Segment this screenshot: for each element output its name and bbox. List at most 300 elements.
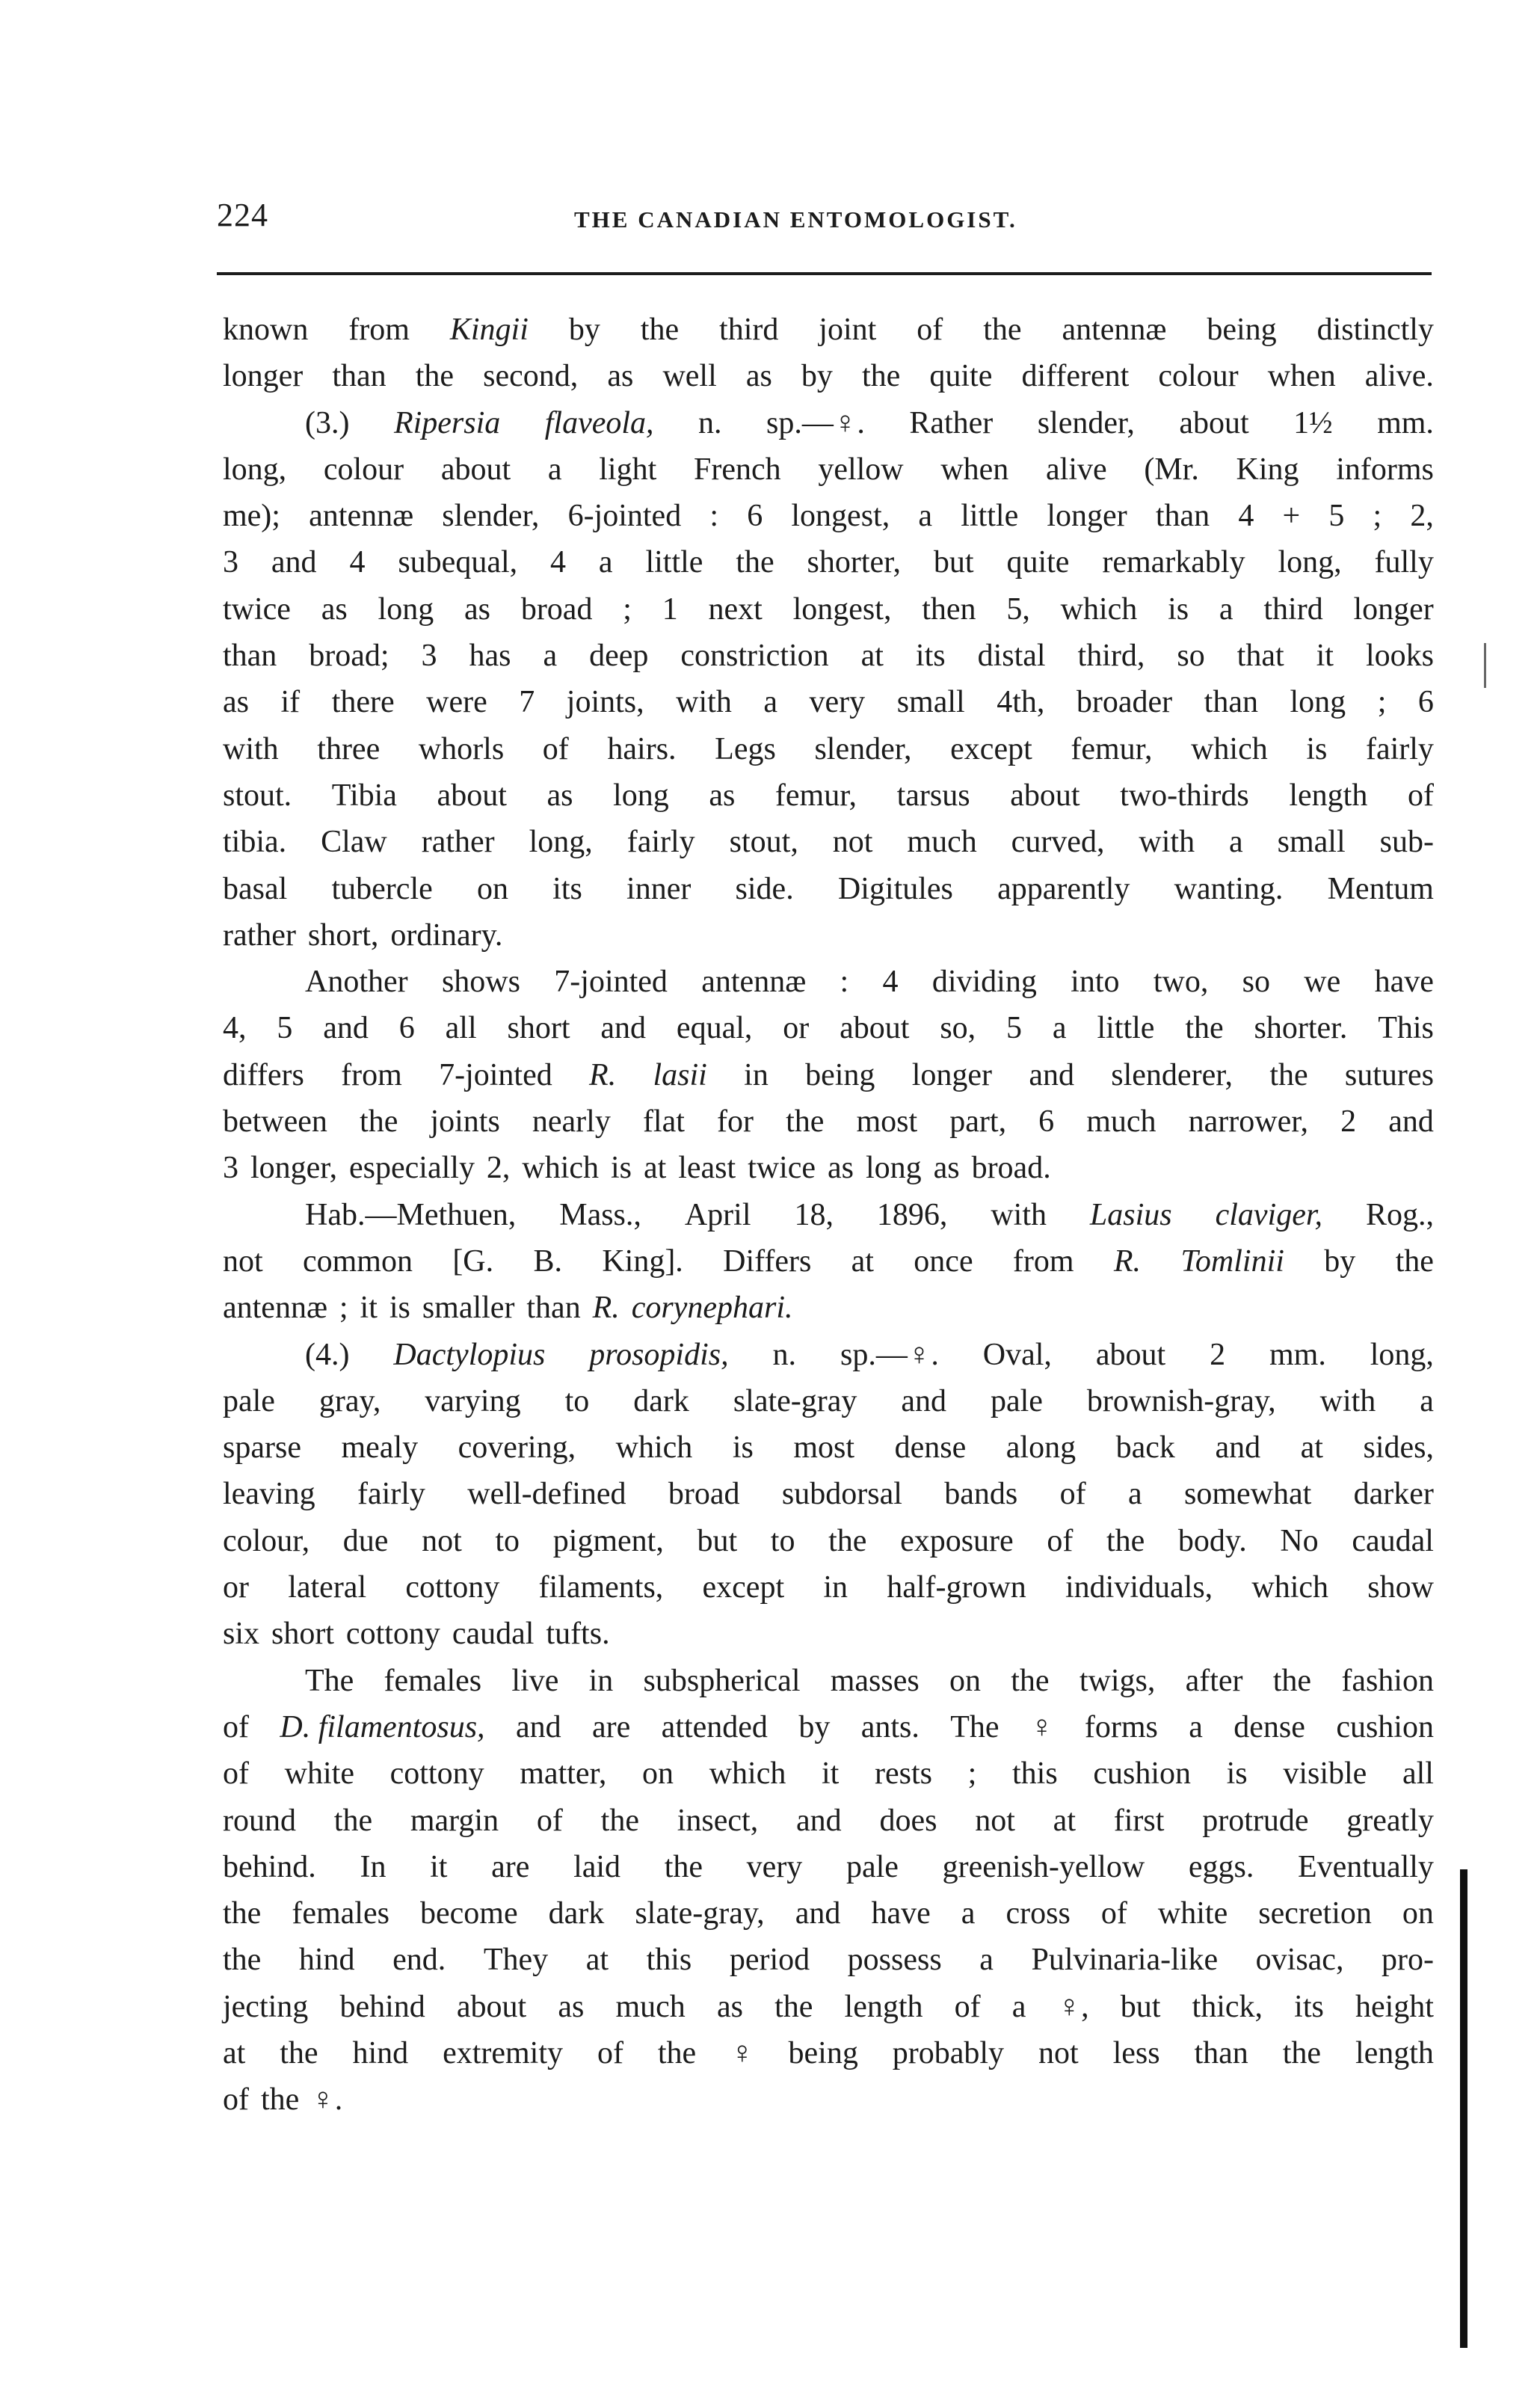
word: are (592, 1709, 631, 1744)
word: cushion (1336, 1709, 1434, 1744)
word: long, (223, 452, 287, 487)
word: individuals, (1065, 1570, 1213, 1605)
word: with (1139, 825, 1195, 860)
word: slender, (442, 499, 540, 534)
word: slenderer, (1111, 1057, 1233, 1092)
word: are (491, 1849, 530, 1884)
word: being (788, 2035, 858, 2070)
word: not (832, 825, 873, 860)
word: sub- (1379, 825, 1434, 860)
word: with (991, 1197, 1047, 1232)
word: curved, (1011, 825, 1105, 860)
word: 5 (277, 1011, 293, 1046)
word: B. (533, 1243, 562, 1279)
word: cross (1005, 1896, 1071, 1931)
word: 1 (662, 591, 678, 627)
word: and (796, 1803, 842, 1838)
word: inner (626, 871, 692, 906)
text-line (223, 1052, 1434, 1098)
word: is (1226, 1756, 1248, 1792)
word: longer (1047, 499, 1127, 534)
word: the (983, 313, 1022, 347)
word: and (1029, 1057, 1074, 1092)
text-line (223, 446, 1434, 493)
word: all (1402, 1756, 1434, 1792)
word: about (1010, 778, 1080, 813)
word: varying (425, 1383, 521, 1418)
text-line (223, 1005, 1434, 1051)
word: all (445, 1011, 477, 1046)
word: long (865, 1151, 922, 1186)
word: next (708, 591, 763, 627)
word: part, (949, 1104, 1007, 1140)
word: 6 (1417, 685, 1434, 720)
word: corynephari. (631, 1291, 793, 1326)
word: long (613, 778, 669, 813)
word: fully (1374, 545, 1434, 580)
word: as (546, 778, 573, 813)
word: which (1251, 1570, 1329, 1605)
word: n. (772, 1337, 797, 1372)
word: not (1038, 2035, 1079, 2070)
word: of (954, 1989, 981, 2024)
word: Rather (909, 405, 994, 440)
word: shows (441, 965, 520, 1000)
word: behind (339, 1989, 425, 2024)
text-line (223, 1984, 1434, 2030)
text-line (223, 1378, 1434, 1424)
word: greenish-yellow (942, 1849, 1145, 1884)
word: 18, (794, 1197, 834, 1232)
word: 3 (223, 545, 238, 580)
word: the (1011, 1663, 1050, 1698)
word: broad; (309, 639, 389, 674)
page-header (217, 196, 1454, 248)
word: ; (967, 1756, 977, 1792)
word: show (1367, 1570, 1434, 1605)
word: live (511, 1663, 559, 1698)
word: fairly (1365, 731, 1434, 766)
word: as (321, 591, 348, 627)
word: antennæ (309, 499, 414, 534)
word: 5 (1328, 499, 1345, 534)
word: on (476, 871, 508, 906)
word: flat (642, 1104, 685, 1140)
word: little (1097, 1011, 1155, 1046)
word: leaving (223, 1477, 315, 1512)
word: along (1005, 1430, 1077, 1466)
word: In (360, 1849, 386, 1884)
word: very (746, 1849, 803, 1884)
word: Differs (723, 1243, 812, 1279)
word: the (1106, 1523, 1145, 1558)
text-line (223, 1658, 1434, 1704)
word: masses (830, 1663, 920, 1698)
word: protrude (1202, 1803, 1309, 1838)
word: 2, (1410, 499, 1434, 534)
word: April (684, 1197, 751, 1232)
word: mm. (1269, 1337, 1326, 1372)
word: fairly (626, 825, 695, 860)
word: 7-jointed (439, 1057, 552, 1092)
word: visible (1283, 1756, 1367, 1792)
text-line (223, 400, 1434, 446)
word: Another (305, 965, 408, 1000)
word: Kingii (449, 313, 529, 347)
word: into (1071, 965, 1120, 1000)
text-line (223, 586, 1434, 633)
word: looks (1365, 639, 1434, 674)
word: common (303, 1243, 413, 1279)
word: pale (223, 1383, 275, 1418)
word: tibia. (223, 825, 287, 860)
word: longer (911, 1057, 993, 1092)
word: (4.) (305, 1337, 350, 1372)
word: much (907, 825, 977, 860)
word: (3.) (305, 405, 350, 440)
word: to (495, 1523, 520, 1558)
word: ♀. (311, 2082, 343, 2118)
word: dark (633, 1383, 689, 1418)
word: back (1115, 1430, 1175, 1466)
word: the (415, 359, 455, 394)
word: but (697, 1523, 738, 1558)
word: ; (623, 591, 632, 627)
word: informs (1336, 452, 1434, 487)
word: broad (668, 1477, 740, 1512)
text-line (223, 1424, 1434, 1471)
word: a (543, 639, 558, 674)
word: the (223, 1943, 262, 1978)
word: deep (589, 639, 649, 674)
word: exposure (900, 1523, 1014, 1558)
word: wanting. (1174, 871, 1284, 906)
word: They (483, 1943, 549, 1978)
word: antennæ (223, 1291, 327, 1326)
word: 6-jointed (567, 499, 682, 534)
word: Oval, (982, 1337, 1052, 1372)
word: the (828, 1523, 867, 1558)
word: it (1316, 639, 1334, 674)
word: R. (592, 1291, 620, 1326)
word: ovisac, (1255, 1943, 1344, 1978)
word: long (1290, 685, 1346, 720)
word: extremity (443, 2035, 564, 2070)
word: mm. (1377, 405, 1434, 440)
word: Ripersia (393, 405, 501, 440)
word: and (1215, 1430, 1261, 1466)
word: hind (298, 1943, 355, 1978)
word: ; (1377, 685, 1387, 720)
word: tufts. (546, 1617, 610, 1652)
word: from (348, 313, 410, 347)
word: than (1204, 685, 1258, 720)
word: this (646, 1943, 692, 1978)
word: less (1112, 2035, 1160, 2070)
word: third, (1077, 639, 1145, 674)
word: ; (339, 1291, 348, 1326)
word: Legs (715, 731, 776, 766)
word: hind (352, 2035, 409, 2070)
word: ants. (860, 1709, 920, 1744)
word: first (1113, 1803, 1165, 1838)
word: King]. (602, 1243, 683, 1279)
word: become (420, 1896, 518, 1931)
text-line (223, 772, 1434, 819)
word: Mass., (559, 1197, 641, 1232)
word: tarsus (896, 778, 970, 813)
word: is (610, 1151, 632, 1186)
word: secretion (1258, 1896, 1372, 1931)
word: alive. (1364, 359, 1434, 394)
text-line (223, 1704, 1434, 1750)
word: which (522, 1151, 600, 1186)
word: broader (1076, 685, 1173, 720)
text-line (223, 1332, 1434, 1378)
word: 3 (223, 1151, 238, 1186)
word: a (1127, 1477, 1142, 1512)
word: distinctly (1316, 313, 1434, 347)
word: or (783, 1011, 810, 1046)
word: ordinary. (390, 917, 503, 953)
word: about (440, 452, 511, 487)
word: a (1420, 1383, 1434, 1418)
word: attended (661, 1709, 768, 1744)
word: six (223, 1617, 260, 1652)
word: quite (929, 359, 993, 394)
word: but (1120, 1989, 1161, 2024)
word: a (547, 452, 562, 487)
word: antennæ (701, 965, 807, 1000)
word: pigment, (552, 1523, 664, 1558)
text-line (223, 2076, 1434, 2123)
word: of (223, 2082, 249, 2118)
word: sp.—♀. (766, 405, 865, 440)
word: broad. (971, 1151, 1051, 1186)
word: 5 (1006, 1011, 1023, 1046)
word: the (664, 1849, 703, 1884)
word: lateral (288, 1570, 367, 1605)
word: two-thirds (1120, 778, 1249, 813)
word: between (223, 1104, 327, 1140)
word: for (717, 1104, 754, 1140)
word: white (1157, 1896, 1228, 1931)
word: it (822, 1756, 840, 1792)
word: flaveola, (544, 405, 654, 440)
word: being (805, 1057, 875, 1092)
text-line (223, 679, 1434, 725)
word: third (1263, 591, 1323, 627)
word: yellow (818, 452, 904, 487)
word: subspherical (643, 1663, 801, 1698)
word: 7-jointed (554, 965, 668, 1000)
word: of (542, 731, 569, 766)
word: R. (589, 1057, 617, 1092)
word: French (693, 452, 781, 487)
word: on (949, 1663, 981, 1698)
word: in (588, 1663, 614, 1698)
text-line (223, 866, 1434, 912)
word: bands (944, 1477, 1018, 1512)
word: that (1236, 639, 1284, 674)
word: Dactylopius (393, 1337, 546, 1372)
word: at (585, 1943, 609, 1978)
word: much (1086, 1104, 1156, 1140)
word: than (332, 359, 386, 394)
word: as (223, 685, 249, 720)
word: short (507, 1011, 570, 1046)
word: as (828, 1151, 854, 1186)
word: The (950, 1709, 1000, 1744)
word: the (1269, 1057, 1308, 1092)
word: which (1191, 731, 1268, 766)
word: on (1402, 1896, 1434, 1931)
word: the (774, 1989, 813, 2024)
word: rests (875, 1756, 932, 1792)
word: when (1267, 359, 1336, 394)
word: white (284, 1756, 354, 1792)
word: about (1095, 1337, 1166, 1372)
word: joint (819, 313, 877, 347)
word: were (426, 685, 487, 720)
word: when (940, 452, 1009, 487)
word: This (1378, 1011, 1434, 1046)
word: in (823, 1570, 848, 1605)
word: hairs. (607, 731, 677, 766)
word: the (260, 2082, 300, 2118)
word: with (676, 685, 732, 720)
word: and (1388, 1104, 1434, 1140)
word: equal, (676, 1011, 753, 1046)
word: stout. (223, 778, 292, 813)
word: than (1194, 2035, 1248, 2070)
word: Lasius (1089, 1197, 1172, 1232)
word: Eventually (1297, 1849, 1434, 1884)
word: (Mr. (1144, 452, 1199, 487)
word: rather (223, 917, 296, 953)
word: smaller (422, 1291, 515, 1326)
word: it (430, 1849, 448, 1884)
word: Rog., (1365, 1197, 1434, 1232)
word: to (770, 1523, 795, 1558)
word: about (840, 1011, 910, 1046)
word: the (280, 2035, 318, 2070)
word: sp.—♀. (840, 1337, 939, 1372)
word: + (1282, 499, 1301, 534)
word: a (979, 1943, 994, 1978)
word: slender, (1037, 405, 1135, 440)
word: about (456, 1989, 527, 2024)
text-line (223, 493, 1434, 539)
word: is (389, 1291, 410, 1326)
text-line (223, 1285, 1434, 1331)
word: light (599, 452, 657, 487)
word: No (1280, 1523, 1319, 1558)
word: length (1355, 2035, 1434, 2070)
word: as (716, 1989, 743, 2024)
text-line (223, 959, 1434, 1005)
word: about (1179, 405, 1249, 440)
word: forms (1084, 1709, 1158, 1744)
word: n. (698, 405, 722, 440)
text-line (223, 2030, 1434, 2076)
word: well (662, 359, 717, 394)
word: as (709, 778, 736, 813)
word: 4 (349, 545, 366, 580)
word: R. (1113, 1243, 1142, 1279)
text-line (223, 1471, 1434, 1517)
word: stout, (729, 825, 798, 860)
word: differs (223, 1057, 304, 1092)
word: the (862, 359, 901, 394)
word: pale (991, 1383, 1043, 1418)
word: its (915, 639, 946, 674)
word: at (643, 1151, 667, 1186)
word: King (1236, 452, 1299, 487)
word: if (280, 685, 301, 720)
word: 2 (1210, 1337, 1226, 1372)
word: at (1053, 1803, 1076, 1838)
word: three (317, 731, 381, 766)
word: long, (1278, 545, 1342, 580)
word: due (342, 1523, 389, 1558)
word: little (961, 499, 1019, 534)
text-line (223, 1750, 1434, 1797)
word: except (702, 1570, 785, 1605)
word: : (709, 499, 719, 534)
word: thick, (1192, 1989, 1263, 2024)
word: females (384, 1663, 482, 1698)
word: the (600, 1803, 639, 1838)
word: from (341, 1057, 402, 1092)
word: slender, (814, 731, 912, 766)
word: Hab.—Methuen, (305, 1197, 517, 1232)
word: once (914, 1243, 973, 1279)
word: with (223, 731, 279, 766)
word: of (597, 2035, 623, 2070)
word: 6 (747, 499, 763, 534)
word: two, (1153, 965, 1209, 1000)
word: so (1177, 639, 1205, 674)
word: most (793, 1430, 855, 1466)
word: at (223, 2035, 246, 2070)
word: height (1355, 1989, 1434, 2024)
word: colour (1158, 359, 1239, 394)
word: a (1052, 1011, 1067, 1046)
word: femur, (774, 778, 857, 813)
word: D. filamentosus, (280, 1709, 485, 1744)
text-line (223, 1145, 1434, 1191)
word: than (223, 639, 277, 674)
word: greatly (1346, 1803, 1434, 1838)
word: subdorsal (781, 1477, 902, 1512)
word: the (223, 1896, 262, 1931)
word: joints, (566, 685, 644, 720)
word: longest, (792, 591, 892, 627)
word: there (331, 685, 395, 720)
word: the (640, 313, 680, 347)
word: long, (1370, 1337, 1434, 1372)
word: the (1272, 1663, 1312, 1698)
text-line (223, 307, 1434, 353)
text-line (223, 1564, 1434, 1611)
word: short, (307, 917, 379, 953)
word: a (1229, 825, 1243, 860)
word: end. (392, 1943, 446, 1978)
text-line (223, 633, 1434, 679)
word: covering, (458, 1430, 576, 1466)
word: longer, (250, 1151, 338, 1186)
